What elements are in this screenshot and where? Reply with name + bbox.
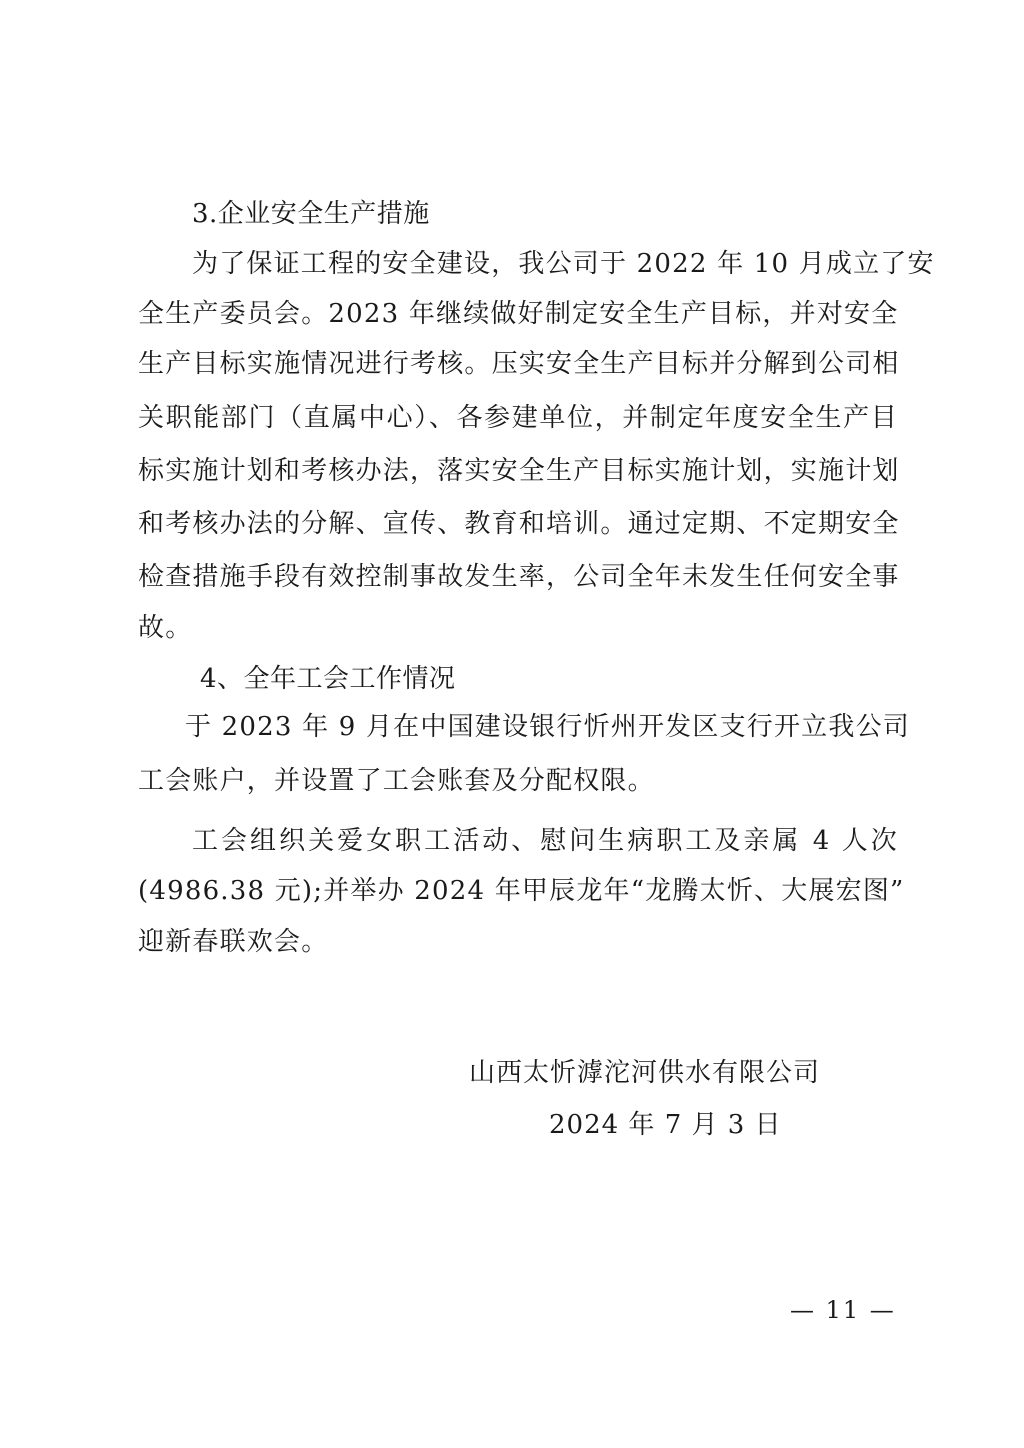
page-number: — 11 — bbox=[790, 1296, 896, 1324]
section-3-heading: 3.企业安全生产措施 bbox=[192, 199, 430, 229]
section-3-line-8: 故。 bbox=[138, 613, 193, 643]
section-4-para-2-line-2: (4986.38 元);并举办 2024 年甲辰龙年“龙腾太忻、大展宏图” bbox=[138, 876, 905, 906]
section-4-para-1-line-1: 于 2023 年 9 月在中国建设银行忻州开发区支行开立我公司 bbox=[185, 712, 910, 742]
section-4-para-2-line-3: 迎新春联欢会。 bbox=[138, 927, 329, 957]
section-3-line-4: 关职能部门（直属中心）、各参建单位，并制定年度安全生产目 bbox=[138, 403, 898, 433]
signature-company: 山西太忻滹沱河供水有限公司 bbox=[469, 1058, 821, 1088]
signature-date: 2024 年 7 月 3 日 bbox=[549, 1110, 782, 1140]
section-3-line-5: 标实施计划和考核办法，落实安全生产目标实施计划，实施计划 bbox=[138, 456, 900, 486]
section-3-line-7: 检查措施手段有效控制事故发生率，公司全年未发生任何安全事 bbox=[138, 562, 900, 592]
section-3-line-1: 为了保证工程的安全建设，我公司于 2022 年 10 月成立了安 bbox=[192, 249, 935, 279]
section-4-heading: 4、全年工会工作情况 bbox=[200, 664, 456, 694]
section-3-line-6: 和考核办法的分解、宣传、教育和培训。通过定期、不定期安全 bbox=[138, 509, 900, 539]
section-3-line-3: 生产目标实施情况进行考核。压实安全生产目标并分解到公司相 bbox=[138, 349, 900, 379]
section-4-para-2-line-1: 工会组织关爱女职工活动、慰问生病职工及亲属 4 人次 bbox=[192, 826, 898, 856]
section-4-para-1-line-2: 工会账户，并设置了工会账套及分配权限。 bbox=[138, 766, 655, 796]
section-3-line-2: 全生产委员会。2023 年继续做好制定安全生产目标，并对安全 bbox=[138, 299, 899, 329]
